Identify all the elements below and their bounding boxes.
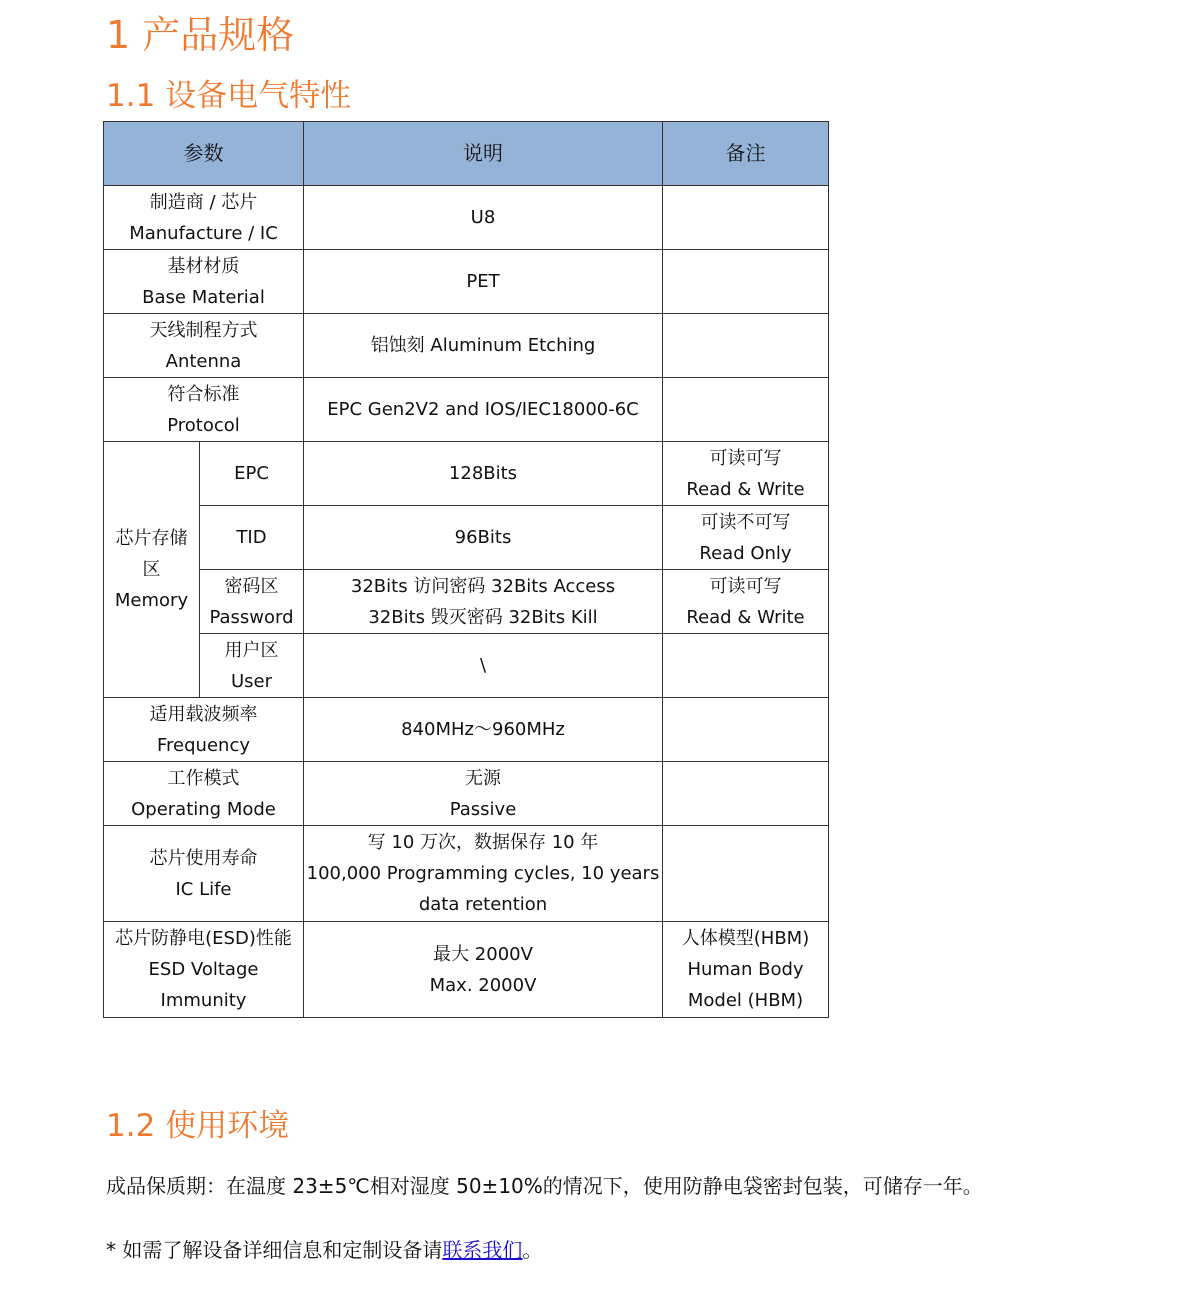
param-cell [104,186,304,250]
table-row [104,698,829,762]
memory-sub-cell [200,570,304,634]
desc-cell-line: 100,000 Programming cycles, 10 years [306,863,660,884]
param-cell [104,250,304,314]
desc-cell [304,442,663,506]
memory-sub-cell [200,634,304,698]
contact-us-link[interactable]: 联系我们 [442,1238,523,1262]
desc-cell-line: data retention [418,894,548,915]
desc-cell-line: 铝蚀刻 Aluminum Etching [370,335,596,356]
note-cell-line: Read Only [699,542,792,564]
table-row [104,922,829,1018]
table-row [104,250,829,314]
desc-cell-line: 840MHz～960MHz [401,719,565,740]
desc-cell [304,506,663,570]
note-cell-line: 可读可写 [709,447,782,469]
param-cell [104,378,304,442]
memory-cell [104,442,200,698]
param-cell [104,826,304,922]
memory-sub-cell-line: User [230,670,273,692]
header-param: 参数 [104,122,304,186]
spec-table [103,121,829,1018]
memory-sub-cell-line: Password [209,606,294,628]
note-cell-line: 可读不可写 [700,511,791,533]
note-cell-line: Read & Write [686,478,805,500]
desc-cell-line: Passive [449,798,517,820]
param-cell-line: Operating Mode [131,798,276,820]
desc-cell-line: 128Bits [448,463,518,484]
header-note: 备注 [663,122,829,186]
desc-cell [304,378,663,442]
table-row [104,570,829,634]
param-cell [104,314,304,378]
note-cell-line: Read & Write [686,606,805,628]
note-cell-line: Model (HBM) [687,990,804,1011]
param-cell-line: Base Material [142,286,265,308]
note-cell [663,826,829,922]
shelf-life-text: 成品保质期：在温度 23±5℃相对湿度 50±10%的情况下，使用防静电袋密封包装，可储存一年。 [106,1174,983,1198]
param-cell-line: 天线制程方式 [149,319,258,341]
note-cell-line: 可读可写 [709,575,782,597]
heading-product-spec: 1 产品规格 [106,13,295,57]
note-cell [663,570,829,634]
desc-cell [304,922,663,1018]
desc-cell-line: 32Bits 毁灭密码 32Bits Kill [368,606,598,628]
note-cell [663,250,829,314]
note-cell [663,314,829,378]
table-row [104,378,829,442]
param-cell-line: 工作模式 [167,767,240,789]
note-cell [663,634,829,698]
desc-cell [304,570,663,634]
contact-prefix: * 如需了解设备详细信息和定制设备请 [106,1238,443,1262]
header-desc: 说明 [304,122,663,186]
memory-cell-line: Memory [114,590,189,611]
table-row [104,314,829,378]
desc-cell [304,634,663,698]
desc-cell-line: \ [479,655,487,676]
note-cell [663,762,829,826]
desc-cell-line: PET [466,271,500,292]
note-cell [663,378,829,442]
param-cell-line: Immunity [160,990,247,1011]
note-cell [663,698,829,762]
table-row [104,186,829,250]
memory-cell-line: 芯片存储 [115,528,188,549]
desc-cell [304,826,663,922]
param-cell-line: 基材材质 [167,255,240,277]
note-cell-line: Human Body [687,959,804,980]
contact-suffix: 。 [522,1238,543,1262]
note-cell [663,186,829,250]
param-cell-line: 符合标准 [167,383,240,405]
desc-cell-line: U8 [470,207,496,228]
param-cell-line: Protocol [167,414,240,436]
desc-cell-line: 96Bits [454,527,512,548]
param-cell-line: Antenna [165,350,242,372]
memory-cell-line: 区 [142,559,161,580]
desc-cell-line: 最大 2000V [433,943,533,965]
param-cell [104,922,304,1018]
desc-cell-line: 32Bits 访问密码 32Bits Access [350,575,616,597]
memory-sub-cell [200,442,304,506]
param-cell-line: 芯片防静电(ESD)性能 [115,928,292,949]
desc-cell [304,698,663,762]
param-cell [104,762,304,826]
desc-cell [304,314,663,378]
memory-sub-cell-line: TID [236,527,267,548]
memory-sub-cell-line: 密码区 [224,575,279,597]
heading-electrical: 1.1 设备电气特性 [106,78,352,114]
table-row [104,442,829,506]
desc-cell [304,762,663,826]
note-cell [663,922,829,1018]
desc-cell-line: 无源 [465,767,501,789]
note-cell [663,506,829,570]
desc-cell [304,186,663,250]
param-cell-line: IC Life [175,878,232,900]
heading-environment: 1.2 使用环境 [106,1108,290,1144]
note-cell-line: 人体模型(HBM) [681,928,810,949]
table-row [104,826,829,922]
param-cell [104,698,304,762]
param-cell-line: Frequency [157,734,250,756]
table-row [104,634,829,698]
memory-sub-cell-line: 用户区 [224,639,279,661]
table-row [104,506,829,570]
param-cell-line: Manufacture / IC [129,222,278,244]
contact-line [106,1234,542,1263]
desc-cell [304,250,663,314]
param-cell-line: 制造商 / 芯片 [149,191,258,213]
param-cell-line: 芯片使用寿命 [149,847,258,869]
desc-cell-line: EPC Gen2V2 and IOS/IEC18000-6C [327,399,639,420]
desc-cell-line: Max. 2000V [429,974,537,996]
param-cell-line: ESD Voltage [148,959,259,980]
desc-cell-line: 写 10 万次，数据保存 10 年 [367,832,599,853]
note-cell [663,442,829,506]
param-cell-line: 适用载波频率 [149,703,258,725]
memory-sub-cell-line: EPC [234,463,269,484]
table-row [104,762,829,826]
memory-sub-cell [200,506,304,570]
